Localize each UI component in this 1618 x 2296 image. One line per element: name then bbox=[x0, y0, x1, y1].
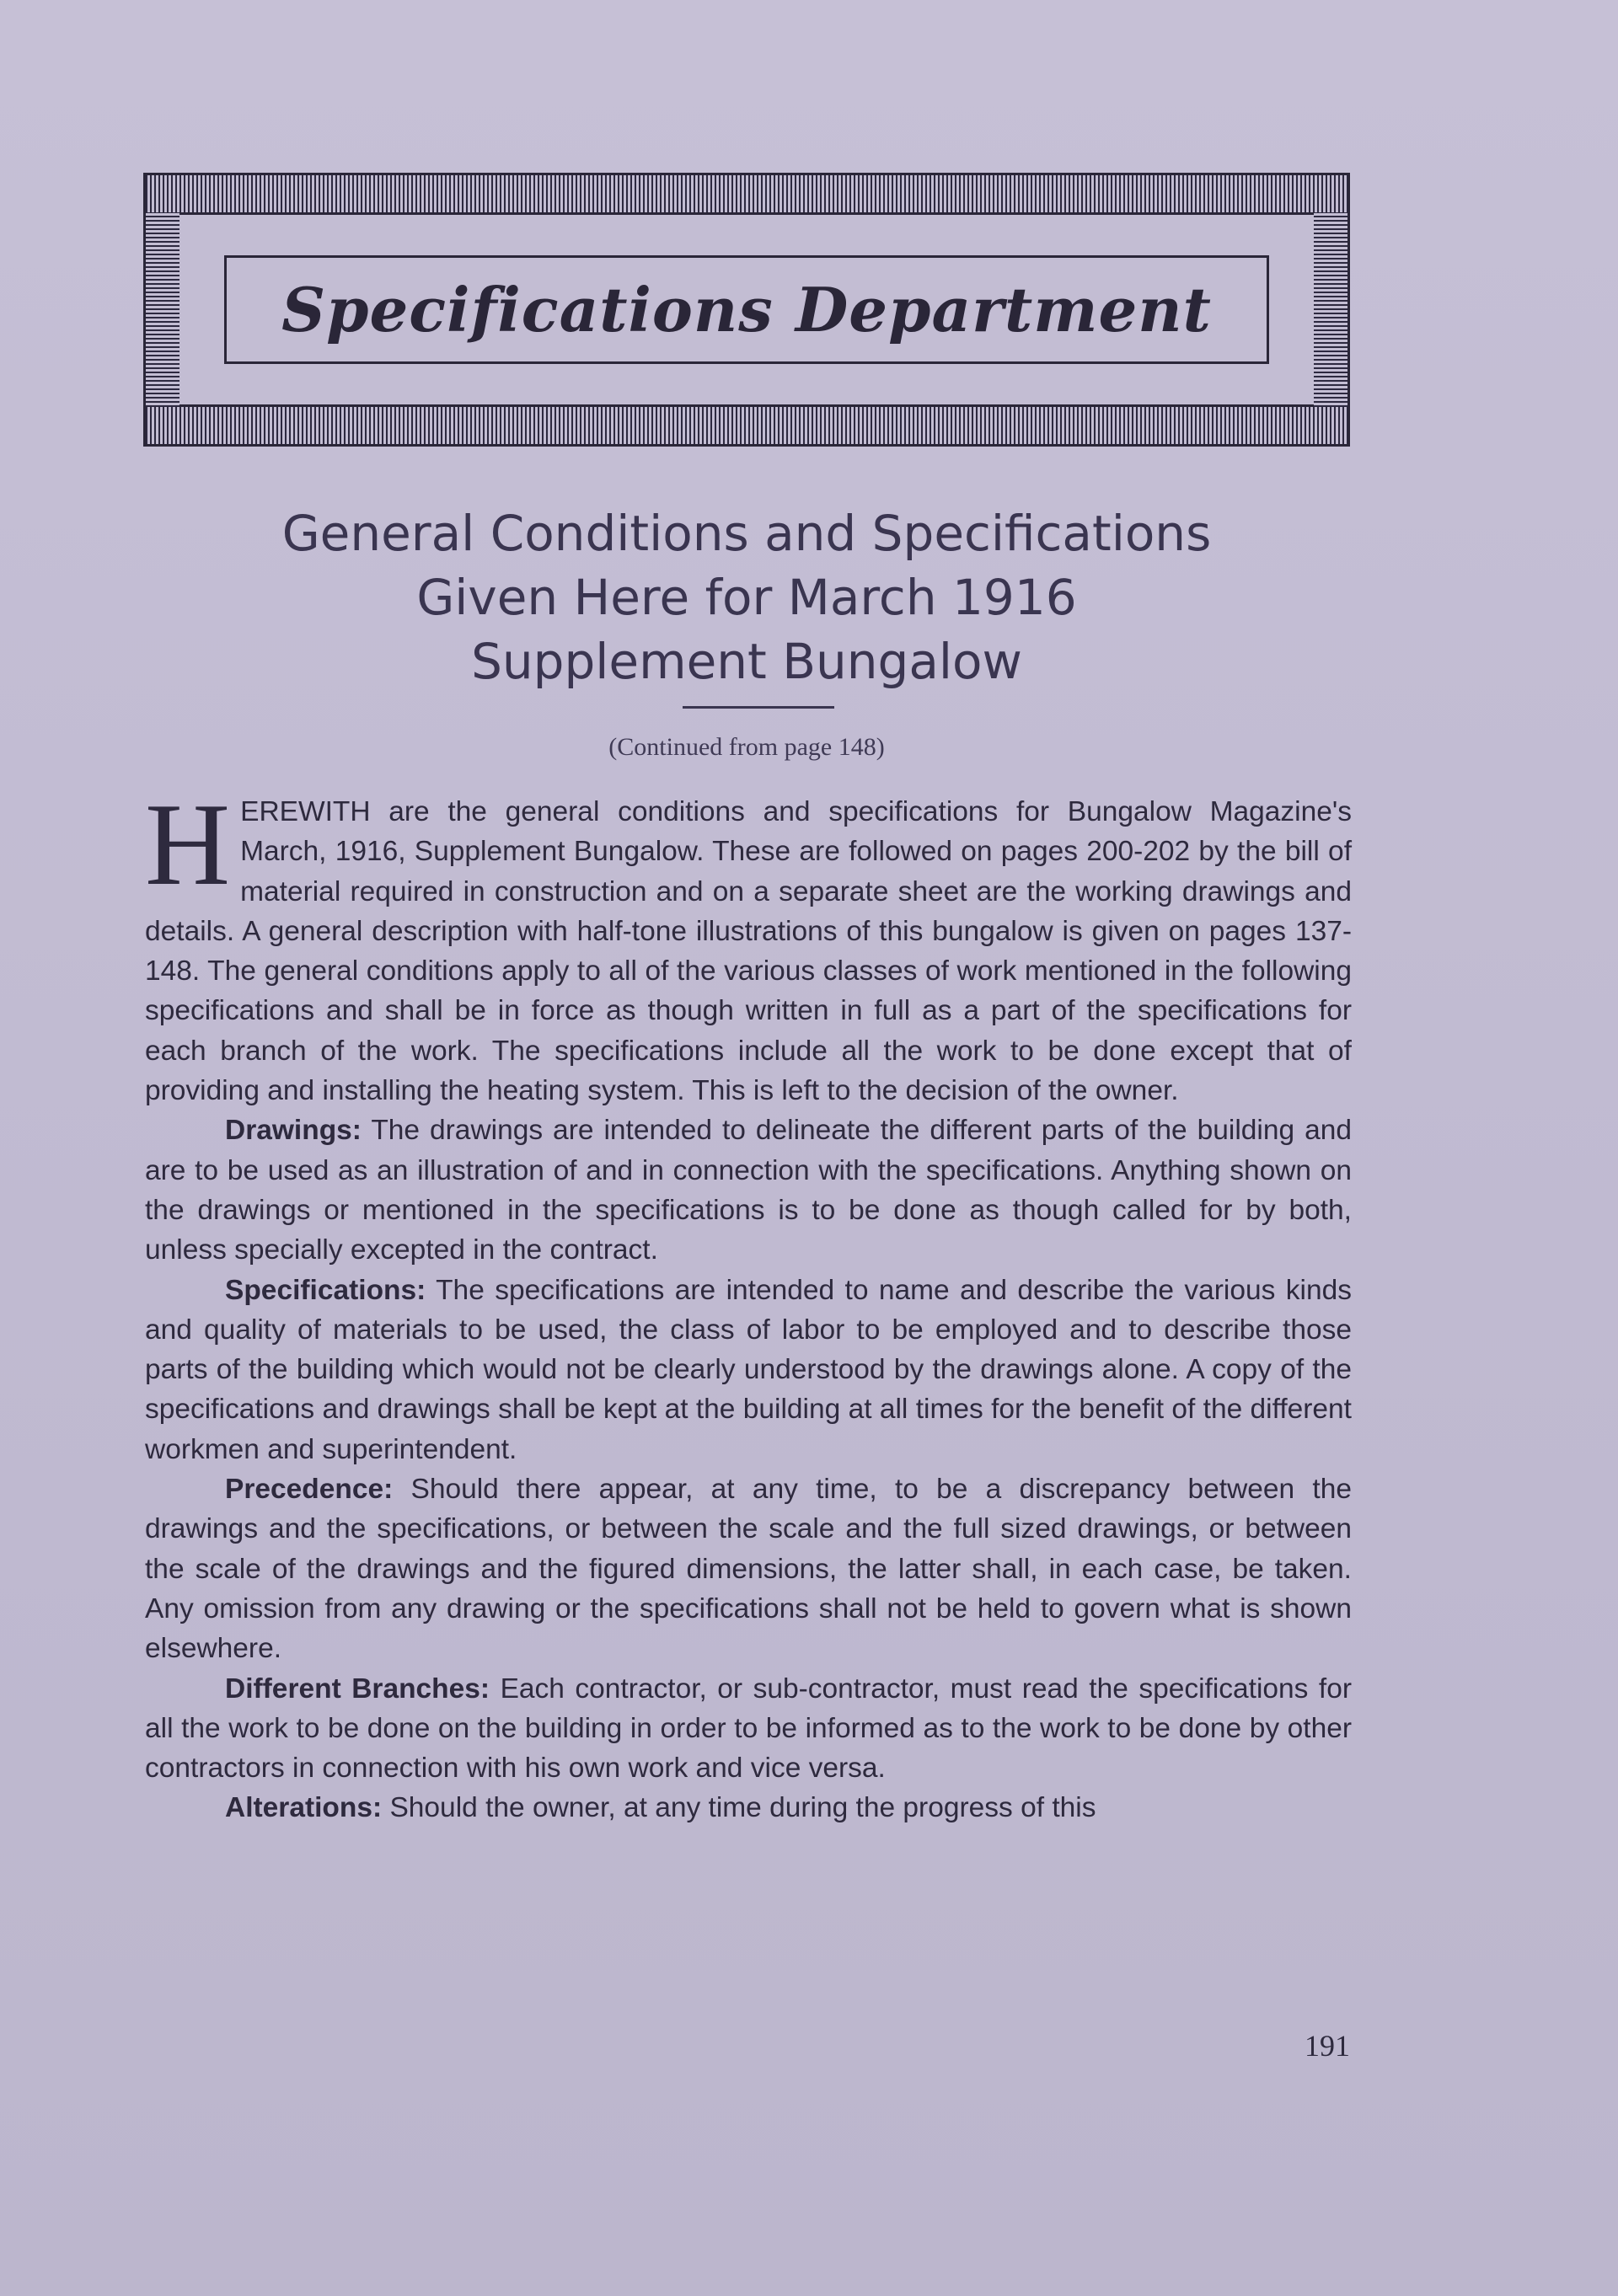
section-text: Each contractor, or sub-contractor, must read the specifications for all the work to be done on the building in order to be informed as to the work to be done by other contractors in connection with his own work and vice versa. bbox=[145, 1672, 1353, 1785]
section-text: Should there appear, at any time, to be a discrepancy between the drawings and the specifications, or between the scale and the full sized drawings, or between the scale of the drawings and the figured dimensions, the latter shall, in each case, be taken. Any omission from any drawing or the specifications shall not be held to govern what is shown elsewhere. bbox=[145, 1474, 1352, 1665]
section-paragraph bbox=[145, 1788, 1352, 1828]
banner-title-box bbox=[224, 255, 1269, 364]
section-heading: Alterations: bbox=[225, 1792, 383, 1824]
section-heading: Specifications: bbox=[225, 1274, 426, 1306]
section-text: The drawings are intended to delineate the different parts of the building and are to be used as an illustration of and in connection with the specifications. Anything shown on the drawings or mentioned in the specifications is to be done as though called for by both, unless specially excepted in the contract. bbox=[145, 1115, 1352, 1266]
article-title-line: Supplement Bungalow bbox=[471, 633, 1022, 690]
department-banner bbox=[143, 173, 1350, 447]
section-heading: Different Branches: bbox=[225, 1672, 490, 1705]
article-title-line: General Conditions and Specifications bbox=[281, 505, 1212, 562]
intro-paragraph bbox=[145, 779, 1352, 1111]
article-title bbox=[143, 501, 1350, 693]
section-heading: Drawings: bbox=[225, 1115, 362, 1147]
article-body bbox=[145, 779, 1353, 1828]
section-text: The specifications are intended to name and describe the various kinds and quality of materials to be used, the class of labor to be employed and to describe those parts of the building which would not be clearly understood by the drawings alone. A copy of the specifications and drawings shall be kept at the building at all times for the benefit of the different workmen and superintendent. bbox=[145, 1274, 1353, 1465]
section-heading: Precedence: bbox=[225, 1474, 394, 1506]
drop-cap: H bbox=[145, 779, 231, 910]
intro-text: EREWITH are the general conditions and specifications for Bungalow Magazine's March, 1916, Supplement Bungalow. These are followed on pages 200-202 by the bill of material required in construction and on a separate sheet are the working drawings and details. A general description with half-tone illustrations of this bungalow is given on pages 137-148. The general conditions apply to all of the various classes of work mentioned in the following specifications and shall be in force as though written in full as a part of the specifications for each branch of the work. The specifications include all the work to be done except that of providing and installing the heating system. This is left to the decision of the owner. bbox=[145, 796, 1352, 1107]
title-divider bbox=[683, 706, 834, 709]
banner-border-right bbox=[1314, 212, 1347, 407]
section-paragraph bbox=[145, 1469, 1352, 1668]
continued-note: (Continued from page 148) bbox=[608, 733, 885, 761]
department-title: Specifications Department bbox=[281, 274, 1212, 345]
page-number: 191 bbox=[1305, 2029, 1350, 2063]
banner-border-left bbox=[146, 212, 179, 407]
section-paragraph bbox=[145, 1271, 1352, 1469]
section-paragraph bbox=[145, 1669, 1352, 1789]
article-title-line: Given Here for March 1916 bbox=[416, 569, 1077, 626]
section-text: Should the owner, at any time during the progress of this bbox=[389, 1792, 1096, 1824]
section-paragraph bbox=[145, 1111, 1352, 1270]
